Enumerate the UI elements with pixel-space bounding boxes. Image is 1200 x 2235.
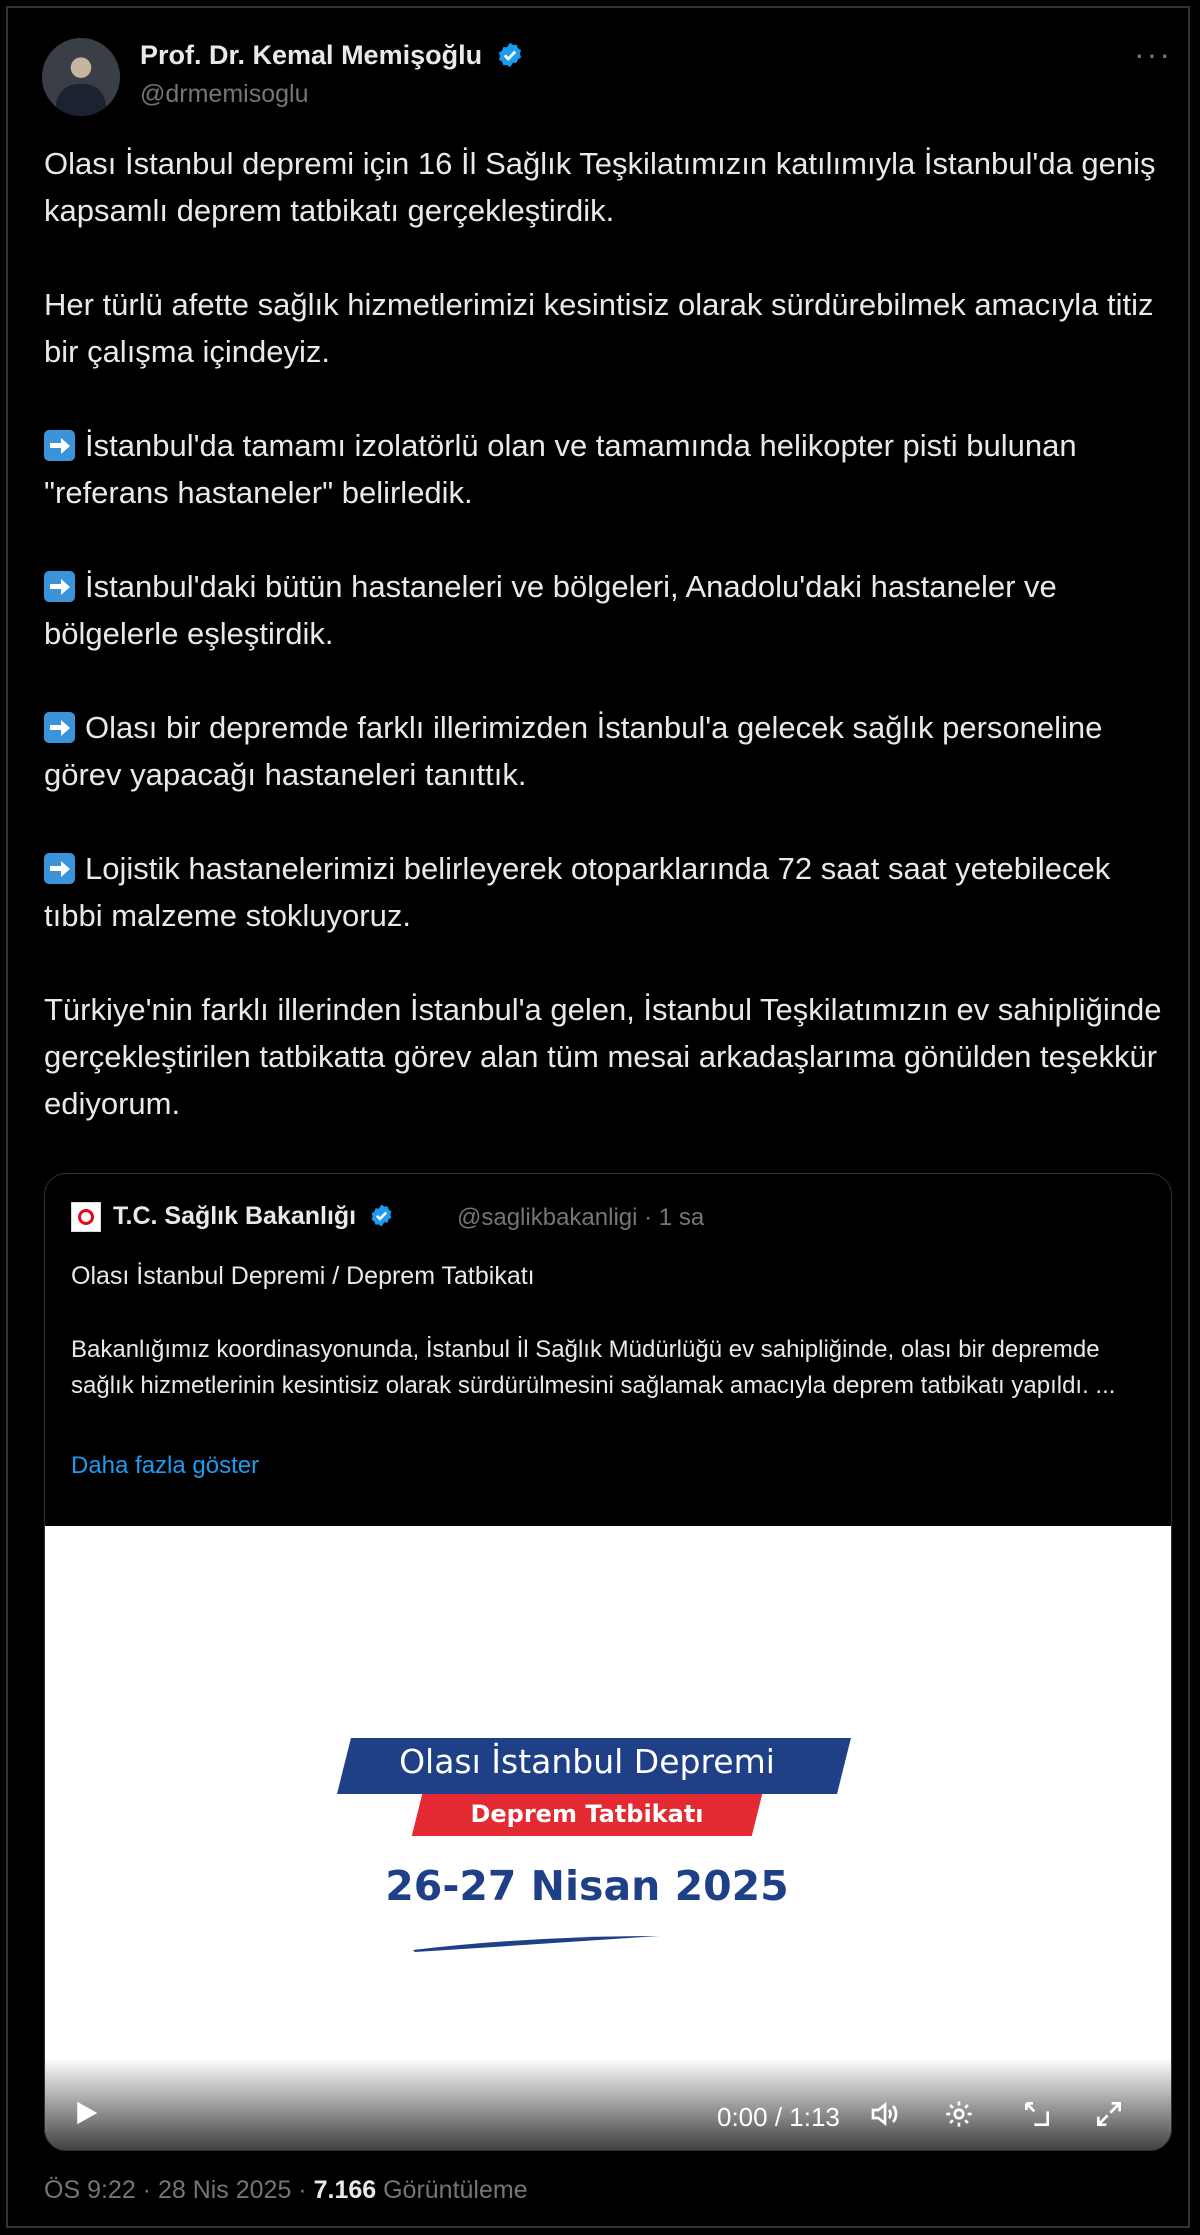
right-arrow-icon [44, 712, 75, 743]
show-more-link[interactable]: Daha fazla göster [71, 1452, 260, 1479]
view-count: 7.166 [313, 2176, 377, 2204]
quoted-time: · 1 sa [644, 1204, 705, 1231]
author-name-row[interactable] [140, 40, 524, 71]
tweet-paragraph [44, 281, 1172, 375]
tweet-paragraph-text: Lojistik hastanelerimizi belirleyerek otoparklarında 72 saat saat yetebilecek tıbbi malzeme stokluyoruz. [44, 851, 1111, 933]
tweet-text [44, 140, 1172, 1127]
video-title-line2: Deprem Tatbikatı [470, 1800, 704, 1828]
video-time: 0:00 / 1:13 [717, 2102, 840, 2132]
post-time[interactable]: ÖS 9:22 · 28 Nis 2025 · [44, 2176, 314, 2204]
tweet-paragraph [44, 563, 1172, 657]
more-options-icon[interactable]: ··· [1134, 36, 1172, 72]
tweet-paragraph [44, 845, 1172, 939]
tweet-paragraph-text: Olası İstanbul depremi için 16 İl Sağlık Teşkilatımızın katılımıyla İstanbul'da geniş kapsamlı deprem tatbikatı gerçekleştirdik. [44, 146, 1156, 228]
quoted-author-row[interactable] [113, 1202, 394, 1231]
author-name[interactable]: Prof. Dr. Kemal Memişoğlu [140, 40, 483, 70]
tweet-paragraph [44, 140, 1172, 234]
avatar[interactable] [42, 38, 120, 116]
tweet-paragraph-text: İstanbul'daki bütün hastaneleri ve bölgeleri, Anadolu'daki hastaneler ve bölgelerle eşleştirdik. [44, 569, 1057, 651]
quoted-title: Olası İstanbul Depremi / Deprem Tatbikatı [71, 1262, 535, 1290]
quoted-body: Bakanlığımız koordinasyonunda, İstanbul İl Sağlık Müdürlüğü ev sahipliğinde, olası bir depremde sağlık hizmetlerinin kesintisiz olarak sürdürülmesini sağlamak amacıyla deprem tatbikatı yapıldı. ... [71, 1336, 1116, 1399]
quoted-handle[interactable]: @saglikbakanligi [457, 1204, 638, 1231]
tweet-paragraph-text: İstanbul'da tamamı izolatörlü olan ve tamamında helikopter pisti bulunan "referans hastaneler" belirledik. [44, 428, 1077, 510]
play-icon[interactable] [71, 2098, 101, 2128]
ministry-logo-icon [71, 1202, 101, 1232]
right-arrow-icon [44, 571, 75, 602]
right-arrow-icon [44, 430, 75, 461]
tweet-footer [44, 2176, 528, 2205]
fullscreen-icon[interactable] [1093, 2098, 1125, 2130]
tweet-paragraph-text: Her türlü afette sağlık hizmetlerimizi kesintisiz olarak sürdürebilmek amacıyla titiz bir çalışma içindeyiz. [44, 287, 1154, 369]
pop-out-icon[interactable] [1021, 2098, 1053, 2130]
verified-icon [369, 1203, 394, 1228]
right-arrow-icon [44, 853, 75, 884]
verified-icon [496, 41, 524, 69]
tweet-paragraph-text: Olası bir depremde farklı illerimizden İstanbul'a gelecek sağlık personeline görev yapacağı hastaneleri tanıttık. [44, 710, 1103, 792]
volume-icon[interactable] [869, 2098, 901, 2130]
video-player[interactable] [45, 1526, 1171, 2150]
tweet-paragraph-text: Türkiye'nin farklı illerinden İstanbul'a gelen, İstanbul Teşkilatımızın ev sahipliğinde gerçekleştirilen tatbikatta görev alan tüm mesai arkadaşlarıma gönülden teşekkür ediyorum. [44, 992, 1162, 1121]
swoosh-decoration [411, 1932, 661, 1954]
settings-icon[interactable] [943, 2098, 975, 2130]
tweet-card [6, 6, 1190, 2228]
quoted-meta [457, 1204, 704, 1232]
video-title-line1: Olası İstanbul Depremi [399, 1742, 775, 1781]
views-label: Görüntüleme [376, 2176, 528, 2204]
video-date: 26-27 Nisan 2025 [385, 1862, 789, 1910]
author-handle[interactable]: @drmemisoglu [140, 80, 309, 108]
tweet-paragraph [44, 986, 1172, 1127]
video-controls [45, 2058, 1171, 2150]
tweet-paragraph [44, 422, 1172, 516]
tweet-paragraph [44, 704, 1172, 798]
quoted-author-name[interactable]: T.C. Sağlık Bakanlığı [113, 1202, 357, 1230]
quoted-tweet[interactable] [44, 1173, 1172, 2151]
